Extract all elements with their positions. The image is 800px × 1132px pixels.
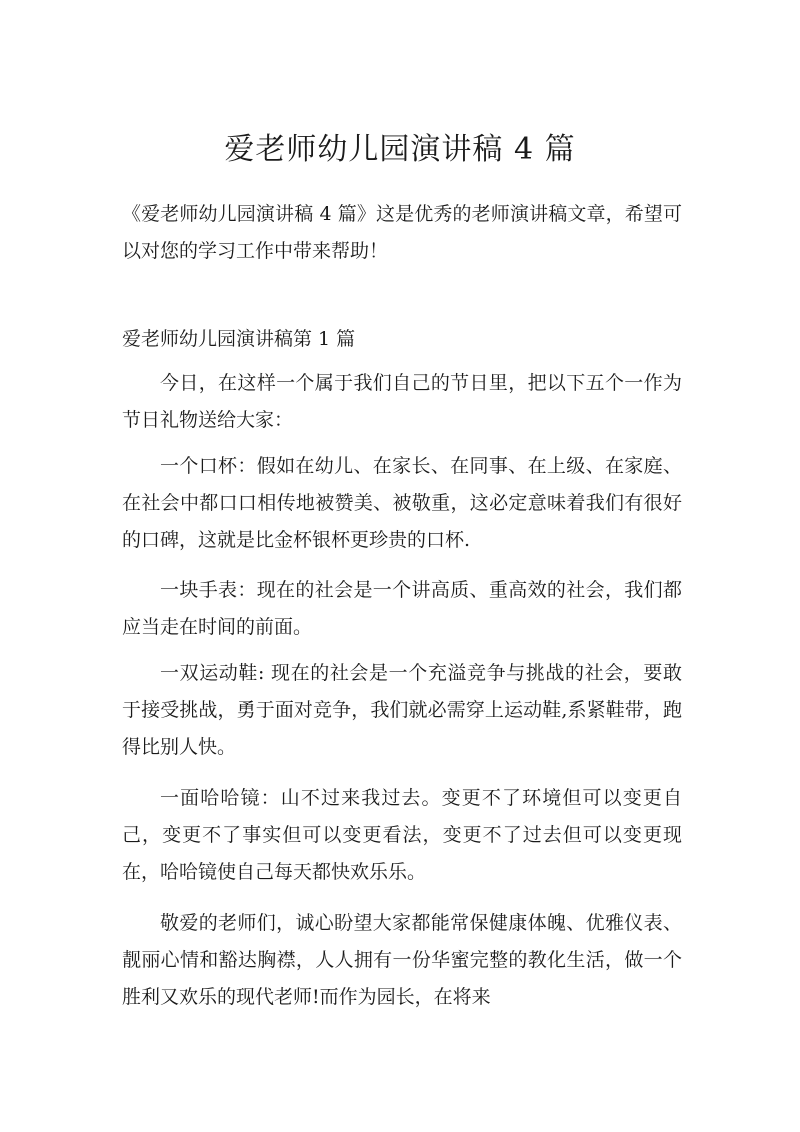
document-title: 爱老师幼儿园演讲稿 4 篇 [224,132,576,167]
body-paragraph-3: 一块手表：现在的社会是一个讲高质、重高效的社会，我们都应当走在时间的前面。 [122,579,682,638]
body-paragraph-1: 今日，在这样一个属于我们自己的节日里，把以下五个一作为节日礼物送给大家： [122,372,682,431]
body-paragraph-5: 一面哈哈镜：山不过来我过去。变更不了环境但可以变更自己，变更不了事实但可以变更看法，变更不了过去但可以变更现在，哈哈镜使自己每天都快欢乐乐。 [122,787,682,883]
body-paragraph-6: 敬爱的老师们，诚心盼望大家都能常保健康体魄、优雅仪表、靓丽心情和豁达胸襟，人人拥有一份华蜜完整的教化生活，做一个胜利又欢乐的现代老师!而作为园长，在将来 [122,912,682,1008]
section-heading: 爱老师幼儿园演讲稿第 1 篇 [122,328,356,350]
intro-paragraph: 《爱老师幼儿园演讲稿 4 篇》这是优秀的老师演讲稿文章，希望可以对您的学习工作中带来帮助！ [122,203,682,262]
body-paragraph-4: 一双运动鞋: 现在的社会是一个充溢竞争与挑战的社会，要敢于接受挑战，勇于面对竞争，我们就必需穿上运动鞋,系紧鞋带，跑得比别人快。 [122,662,682,758]
body-paragraph-2: 一个口杯：假如在幼儿、在家长、在同事、在上级、在家庭、在社会中都口口相传地被赞美、被敬重，这必定意味着我们有很好的口碑，这就是比金杯银杯更珍贵的口杯. [122,455,682,551]
